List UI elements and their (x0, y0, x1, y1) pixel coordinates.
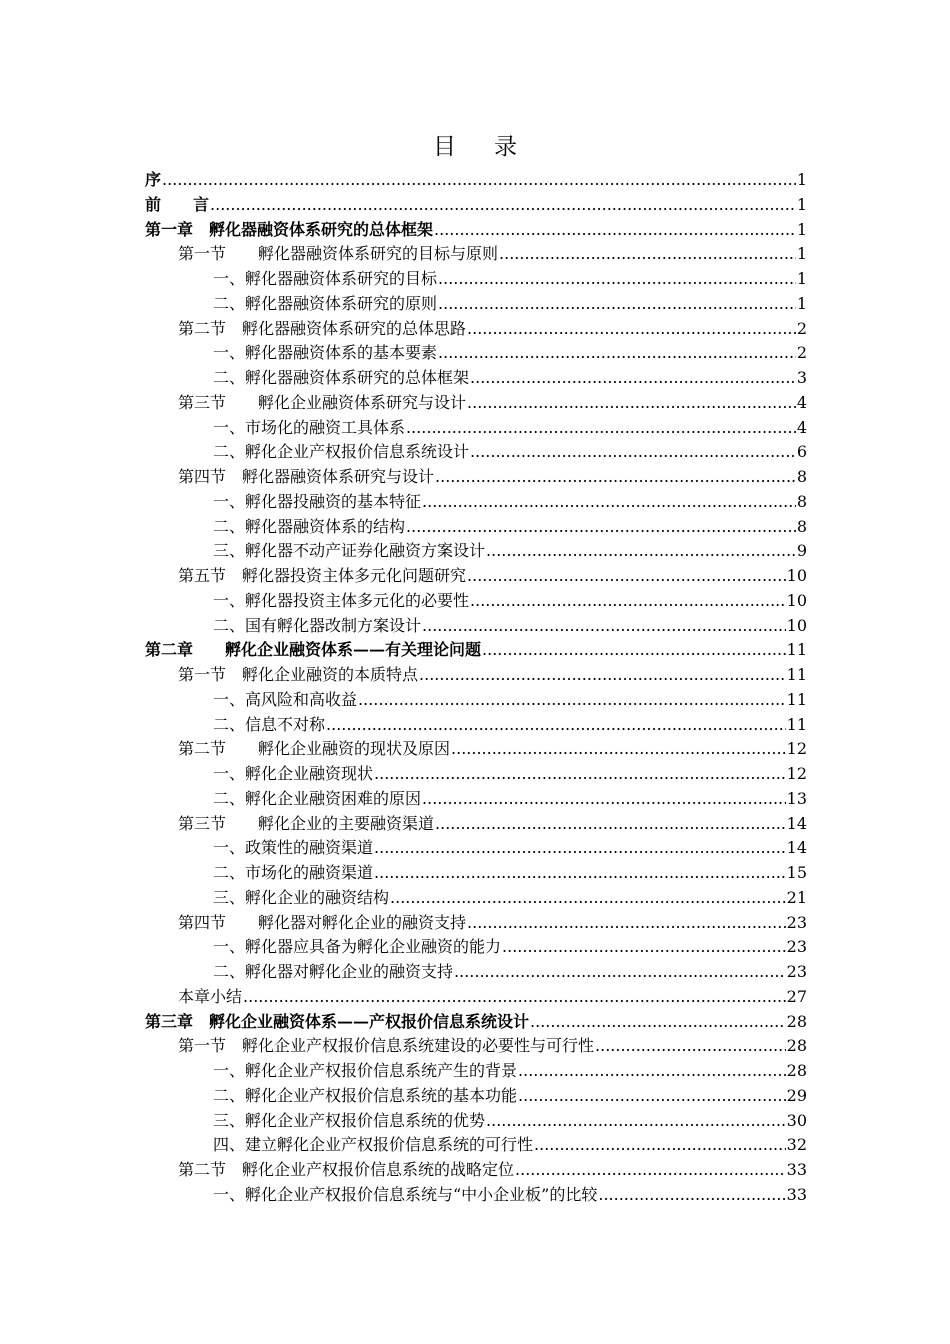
dot-leader (390, 886, 786, 911)
toc-entry-text: 一、孵化企业产权报价信息系统产生的背景 (213, 1061, 518, 1080)
toc-page-number: 12 (786, 764, 807, 783)
dot-leader (434, 218, 796, 243)
dot-leader (534, 1133, 786, 1158)
toc-page-number: 29 (786, 1085, 807, 1105)
toc-page-number: 14 (786, 813, 807, 833)
dot-leader (406, 416, 796, 441)
dot-leader (518, 1059, 786, 1084)
toc-subsection-entry[interactable] (145, 440, 807, 465)
toc-entry-text: 二、孵化企业产权报价信息系统设计 (213, 442, 470, 462)
toc-subsection-entry[interactable] (145, 1084, 807, 1109)
dot-leader (595, 1034, 786, 1059)
toc-subsection-entry[interactable] (145, 515, 807, 540)
dot-leader (470, 589, 786, 614)
toc-subsection-entry[interactable] (145, 267, 807, 292)
dot-leader (515, 1158, 786, 1183)
toc-section-entry[interactable] (145, 1158, 807, 1183)
toc-subsection-entry[interactable] (145, 787, 807, 812)
toc-page-number: 8 (796, 516, 807, 536)
toc-entry-text: 一、孵化器投融资的基本特征 (213, 491, 422, 511)
toc-page-number: 1 (796, 244, 807, 264)
toc-subsection-entry[interactable] (145, 341, 807, 366)
dot-leader (422, 614, 786, 639)
toc-entry-text: 一、孵化器应具备为孵化企业融资的能力 (213, 937, 502, 957)
toc-section-entry[interactable] (145, 985, 807, 1010)
dot-leader (482, 638, 786, 663)
toc-page-number: 1 (796, 293, 807, 313)
dot-leader (435, 812, 786, 837)
toc-subsection-entry[interactable] (145, 292, 807, 317)
toc-page-number: 10 (786, 615, 807, 635)
toc-entry-text: 四、建立孵化企业产权报价信息系统的可行性 (213, 1135, 534, 1155)
toc-chapter-entry[interactable] (145, 218, 807, 243)
toc-entry-text: 第三节 孵化企业融资体系研究与设计 (178, 392, 467, 412)
toc-subsection-entry[interactable] (145, 416, 807, 441)
toc-entry-text: 三、孵化器不动产证券化融资方案设计 (213, 541, 486, 561)
toc-entry-text: 第三节 孵化企业的主要融资渠道 (178, 813, 435, 833)
dot-leader (486, 1109, 786, 1134)
toc-entry-text: 二、孵化器融资体系研究的原则 (213, 293, 438, 313)
toc-subsection-entry[interactable] (145, 490, 807, 515)
dot-leader (518, 1084, 786, 1109)
toc-entry-text: 第五节 孵化器投资主体多元化问题研究 (178, 566, 467, 585)
dot-leader (467, 391, 796, 416)
toc-page-number: 23 (786, 962, 807, 981)
toc-subsection-entry[interactable] (145, 886, 807, 911)
toc-entry-text: 第四节 孵化器融资体系研究与设计 (178, 467, 435, 486)
dot-leader (438, 341, 796, 366)
toc-chapter-entry[interactable] (145, 193, 807, 218)
toc-page-number: 23 (786, 912, 807, 932)
toc-entry-text: 二、孵化器对孵化企业的融资支持 (213, 962, 454, 981)
toc-subsection-entry[interactable] (145, 935, 807, 960)
toc-page-number: 30 (786, 1110, 807, 1130)
toc-entry-text: 第二节 孵化企业产权报价信息系统的战略定位 (178, 1160, 515, 1179)
dot-leader (243, 985, 786, 1010)
toc-subsection-entry[interactable] (145, 614, 807, 639)
toc-subsection-entry[interactable] (145, 1133, 807, 1158)
toc-page-number: 10 (786, 590, 807, 610)
toc-chapter-entry[interactable] (145, 1010, 807, 1035)
toc-subsection-entry[interactable] (145, 713, 807, 738)
toc-entry-text: 第一节 孵化企业产权报价信息系统建设的必要性与可行性 (178, 1036, 595, 1056)
toc-subsection-entry[interactable] (145, 836, 807, 861)
dot-leader (438, 292, 796, 317)
toc-page-number: 33 (786, 1160, 807, 1179)
toc-subsection-entry[interactable] (145, 366, 807, 391)
toc-entry-text: 一、孵化器投资主体多元化的必要性 (213, 590, 470, 610)
dot-leader (499, 242, 796, 267)
page-title: 目录 (433, 134, 555, 160)
toc-section-entry[interactable] (145, 242, 807, 267)
table-of-contents (145, 168, 807, 1208)
toc-page-number: 1 (796, 269, 807, 288)
toc-page-number: 11 (786, 714, 807, 734)
toc-entry-text: 三、孵化企业的融资结构 (213, 887, 390, 907)
toc-section-entry[interactable] (145, 391, 807, 416)
toc-entry-text: 前 言 (145, 194, 210, 214)
dot-leader (374, 861, 786, 886)
toc-entry-text: 二、信息不对称 (213, 714, 326, 734)
toc-page-number: 3 (796, 368, 807, 387)
toc-entry-text: 第四节 孵化器对孵化企业的融资支持 (178, 912, 467, 932)
dot-leader (358, 688, 786, 713)
toc-subsection-entry[interactable] (145, 1059, 807, 1084)
dot-leader (326, 713, 786, 738)
dot-leader (467, 911, 786, 936)
dot-leader (598, 1183, 785, 1208)
dot-leader (467, 564, 786, 589)
toc-section-entry[interactable] (145, 465, 807, 490)
toc-page-number: 4 (796, 417, 807, 437)
toc-section-entry[interactable] (145, 737, 807, 762)
toc-page-number: 13 (786, 788, 807, 808)
dot-leader (422, 787, 786, 812)
toc-page-number: 1 (796, 170, 807, 189)
dot-leader (470, 440, 796, 465)
toc-page-number: 12 (786, 739, 807, 759)
toc-section-entry[interactable] (145, 1034, 807, 1059)
toc-page-number: 10 (786, 566, 807, 585)
dot-leader (162, 168, 796, 193)
dot-leader (530, 1010, 786, 1035)
toc-entry-text: 二、孵化器融资体系的结构 (213, 516, 406, 536)
toc-section-entry[interactable] (145, 564, 807, 589)
toc-subsection-entry[interactable] (145, 762, 807, 787)
dot-leader (438, 267, 796, 292)
dot-leader (406, 515, 796, 540)
toc-page-number: 28 (786, 1036, 807, 1056)
dot-leader (454, 960, 786, 985)
toc-entry-text: 一、孵化器融资体系的基本要素 (213, 343, 438, 363)
toc-page-number: 21 (786, 887, 807, 907)
toc-entry-text: 一、高风险和高收益 (213, 689, 358, 709)
toc-entry-text: 第二章 孵化企业融资体系——有关理论问题 (145, 640, 482, 660)
toc-entry-text: 一、孵化器融资体系研究的目标 (213, 269, 438, 288)
toc-page-number: 28 (786, 1011, 807, 1031)
toc-entry-text: 二、市场化的融资渠道 (213, 863, 374, 882)
dot-leader (467, 317, 796, 342)
toc-page-number: 23 (786, 937, 807, 957)
toc-subsection-entry[interactable] (145, 1183, 807, 1208)
dot-leader (451, 737, 786, 762)
toc-entry-text: 二、孵化企业产权报价信息系统的基本功能 (213, 1085, 518, 1105)
toc-subsection-entry[interactable] (145, 960, 807, 985)
toc-page-number: 15 (786, 863, 807, 882)
toc-page-number: 11 (786, 689, 807, 709)
toc-page-number: 4 (796, 392, 807, 412)
toc-subsection-entry[interactable] (145, 1109, 807, 1134)
toc-subsection-entry[interactable] (145, 589, 807, 614)
toc-page-number: 1 (796, 219, 807, 239)
toc-page-number: 6 (796, 442, 807, 462)
toc-page-number: 11 (786, 640, 807, 660)
toc-entry-text: 序 (145, 170, 162, 189)
toc-page-number: 2 (796, 318, 807, 338)
toc-section-entry[interactable] (145, 911, 807, 936)
dot-leader (419, 663, 786, 688)
dot-leader (374, 836, 786, 861)
dot-leader (422, 490, 796, 515)
toc-entry-text: 二、孵化企业融资困难的原因 (213, 788, 422, 808)
toc-page-number: 33 (786, 1184, 807, 1204)
toc-page-number: 28 (786, 1061, 807, 1080)
toc-section-entry[interactable] (145, 663, 807, 688)
dot-leader (374, 762, 786, 787)
toc-entry-text: 本章小结 (178, 986, 243, 1006)
dot-leader (435, 465, 796, 490)
dot-leader (486, 539, 796, 564)
toc-page-number: 32 (786, 1135, 807, 1155)
toc-chapter-entry[interactable] (145, 638, 807, 663)
dot-leader (470, 366, 796, 391)
dot-leader (502, 935, 786, 960)
toc-entry-text: 二、孵化器融资体系研究的总体框架 (213, 368, 470, 387)
toc-entry-text: 一、孵化企业融资现状 (213, 764, 374, 783)
toc-chapter-entry[interactable] (145, 168, 807, 193)
toc-entry-text: 第一章 孵化器融资体系研究的总体框架 (145, 219, 434, 239)
toc-page-number: 8 (796, 491, 807, 511)
toc-page-number: 14 (786, 838, 807, 858)
toc-section-entry[interactable] (145, 812, 807, 837)
toc-entry-text: 第一节 孵化器融资体系研究的目标与原则 (178, 244, 499, 264)
toc-page-number: 9 (796, 541, 807, 561)
toc-page-number: 27 (786, 986, 807, 1006)
toc-subsection-entry[interactable] (145, 539, 807, 564)
toc-page-number: 1 (796, 194, 807, 214)
toc-subsection-entry[interactable] (145, 688, 807, 713)
toc-entry-text: 第三章 孵化企业融资体系——产权报价信息系统设计 (145, 1011, 530, 1031)
dot-leader (210, 193, 796, 218)
toc-subsection-entry[interactable] (145, 861, 807, 886)
toc-page-number: 8 (796, 467, 807, 486)
toc-entry-text: 一、孵化企业产权报价信息系统与“中小企业板”的比较 (213, 1184, 598, 1204)
toc-entry-text: 二、国有孵化器改制方案设计 (213, 615, 422, 635)
toc-section-entry[interactable] (145, 317, 807, 342)
toc-entry-text: 第一节 孵化企业融资的本质特点 (178, 665, 419, 684)
toc-entry-text: 第二节 孵化器融资体系研究的总体思路 (178, 318, 467, 338)
toc-page-number: 11 (786, 665, 807, 684)
toc-entry-text: 一、市场化的融资工具体系 (213, 417, 406, 437)
toc-entry-text: 第二节 孵化企业融资的现状及原因 (178, 739, 451, 759)
toc-entry-text: 三、孵化企业产权报价信息系统的优势 (213, 1110, 486, 1130)
toc-page-number: 2 (796, 343, 807, 363)
toc-entry-text: 一、政策性的融资渠道 (213, 838, 374, 858)
